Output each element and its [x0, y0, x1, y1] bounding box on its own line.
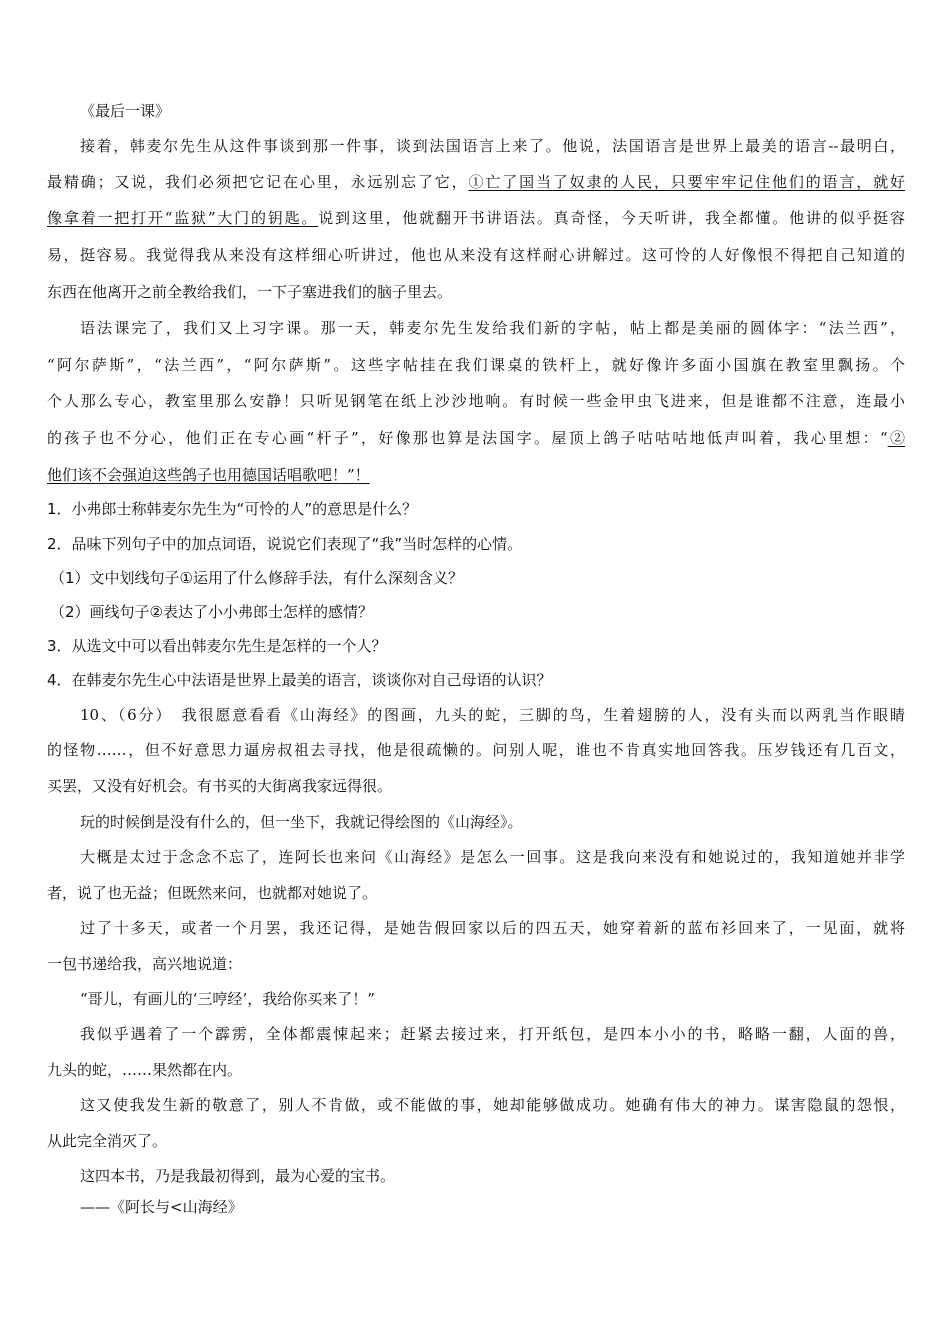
- underlined-sentence-2: 他们该不会强迫这些鸽子也用德国话唱歌吧！”！: [47, 466, 370, 484]
- text-run: 最精确；又说，我们必须把它记在心里，永远别忘了它，: [47, 173, 469, 191]
- paragraph-line: 10、（6分） 我很愿意看看《山海经》的图画，九头的蛇，三脚的鸟，生着翅膀的人，没有头而以两乳当作眼睛: [80, 706, 905, 724]
- question-2-sub-1: （1）文中划线句子①运用了什么修辞手法，有什么深刻含义？: [50, 569, 463, 587]
- paragraph-line: 九头的蛇，……果然都在内。: [47, 1061, 243, 1079]
- paragraph-line: 一包书递给我，高兴地说道：: [47, 955, 243, 973]
- question-2: 2．品味下列句子中的加点词语，说说它们表现了“我”当时怎样的心情。: [47, 535, 523, 553]
- paragraph-line: 个人那么专心，教室里那么安静！只听见钢笔在纸上沙沙地响。有时候一些金甲虫飞进来，但是谁都不注意，连最小: [47, 392, 905, 410]
- paragraph-line: 过了十多天，或者一个月罢，我还记得，是她告假回家以后的四五天，她穿着新的蓝布衫回来了，一见面，就将: [80, 919, 905, 937]
- question-1: 1．小弗郎士称韩麦尔先生为“可怜的人”的意思是什么？: [47, 500, 418, 518]
- paragraph-line: 者，说了也无益；但既然来问，也就都对她说了。: [47, 884, 378, 902]
- paragraph-line: [47, 207, 905, 229]
- underlined-sentence-1: ①亡了国当了奴隶的人民，只要牢牢记住他们的语言，就好: [468, 173, 905, 191]
- paragraph-line: 东西在他离开之前全教给我们，一下子塞进我们的脑子里去。: [47, 283, 453, 301]
- paragraph-line: “哥儿，有画儿的‘三哼经’，我给你买来了！”: [80, 990, 375, 1008]
- paragraph-line: 这又使我发生新的敬意了，别人不肯做，或不能做的事，她却能够做成功。她确有伟大的神力。谋害隐鼠的怨恨，: [80, 1096, 905, 1114]
- paragraph-line: 我似乎遇着了一个霹雳，全体都震悚起来；赶紧去接过来，打开纸包，是四本小小的书，略略一翻，人面的兽，: [80, 1025, 905, 1043]
- question-3: 3．从选文中可以看出韩麦尔先生是怎样的一个人？: [47, 637, 387, 655]
- text-run: 的孩子也不分心，他们正在专心画“杆子”，好像那也算是法国字。屋顶上鸽子咕咕咕地低声叫着，我心里想：“: [47, 429, 888, 447]
- underlined-sentence-1-end: 像拿着一把打开“监狱”大门的钥匙。: [47, 209, 319, 227]
- paragraph-line: [47, 464, 905, 486]
- paragraph-line: 从此完全消灭了。: [47, 1132, 168, 1150]
- question-4: 4．在韩麦尔先生心中法语是世界上最美的语言，谈谈你对自己母语的认识？: [47, 671, 552, 689]
- paragraph-line: 这四本书，乃是我最初得到，最为心爱的宝书。: [80, 1167, 396, 1185]
- paragraph-line: [47, 171, 905, 193]
- paragraph-line: 接着，韩麦尔先生从这件事谈到那一件事，谈到法国语言上来了。他说，法国语言是世界上最美的语言--最明白，: [80, 137, 905, 155]
- text-run: 说到这里，他就翻开书讲语法。真奇怪，今天听讲，我全都懂。他讲的似乎挺容: [318, 209, 905, 227]
- passage-title: 《最后一课》: [80, 102, 171, 120]
- paragraph-line: “阿尔萨斯”，“法兰西”，“阿尔萨斯”。这些字帖挂在我们课桌的铁杆上，就好像许多面小国旗在教室里飘扬。个: [47, 356, 905, 374]
- question-2-sub-2: （2）画线句子②表达了小小弗郎士怎样的感情？: [50, 603, 373, 621]
- paragraph-line: 易，挺容易。我觉得我从来没有这样细心听讲过，他也从来没有这样耐心讲解过。这可怜的人好像恨不得把自己知道的: [47, 246, 905, 264]
- paragraph-line: 大概是太过于念念不忘了，连阿长也来问《山海经》是怎么一回事。这是我向来没有和她说过的，我知道她并非学: [80, 848, 905, 866]
- paragraph-line: 买罢，又没有好机会。有书买的大街离我家远得很。: [47, 777, 393, 795]
- paragraph-line: 语法课完了，我们又上习字课。那一天，韩麦尔先生发给我们新的字帖，帖上都是美丽的圆体字：“法兰西”，: [80, 319, 905, 337]
- paragraph-line: 的怪物……，但不好意思力逼房叔祖去寻找，他是很疏懒的。问别人呢，谁也不肯真实地回答我。压岁钱还有几百文，: [47, 741, 905, 759]
- paragraph-line: 玩的时候倒是没有什么的，但一坐下，我就记得绘图的《山海经》。: [80, 813, 523, 831]
- passage-source: ——《阿长与<山海经》: [80, 1198, 243, 1216]
- paragraph-line: [47, 427, 905, 449]
- underlined-sentence-2-marker: ②: [887, 429, 905, 447]
